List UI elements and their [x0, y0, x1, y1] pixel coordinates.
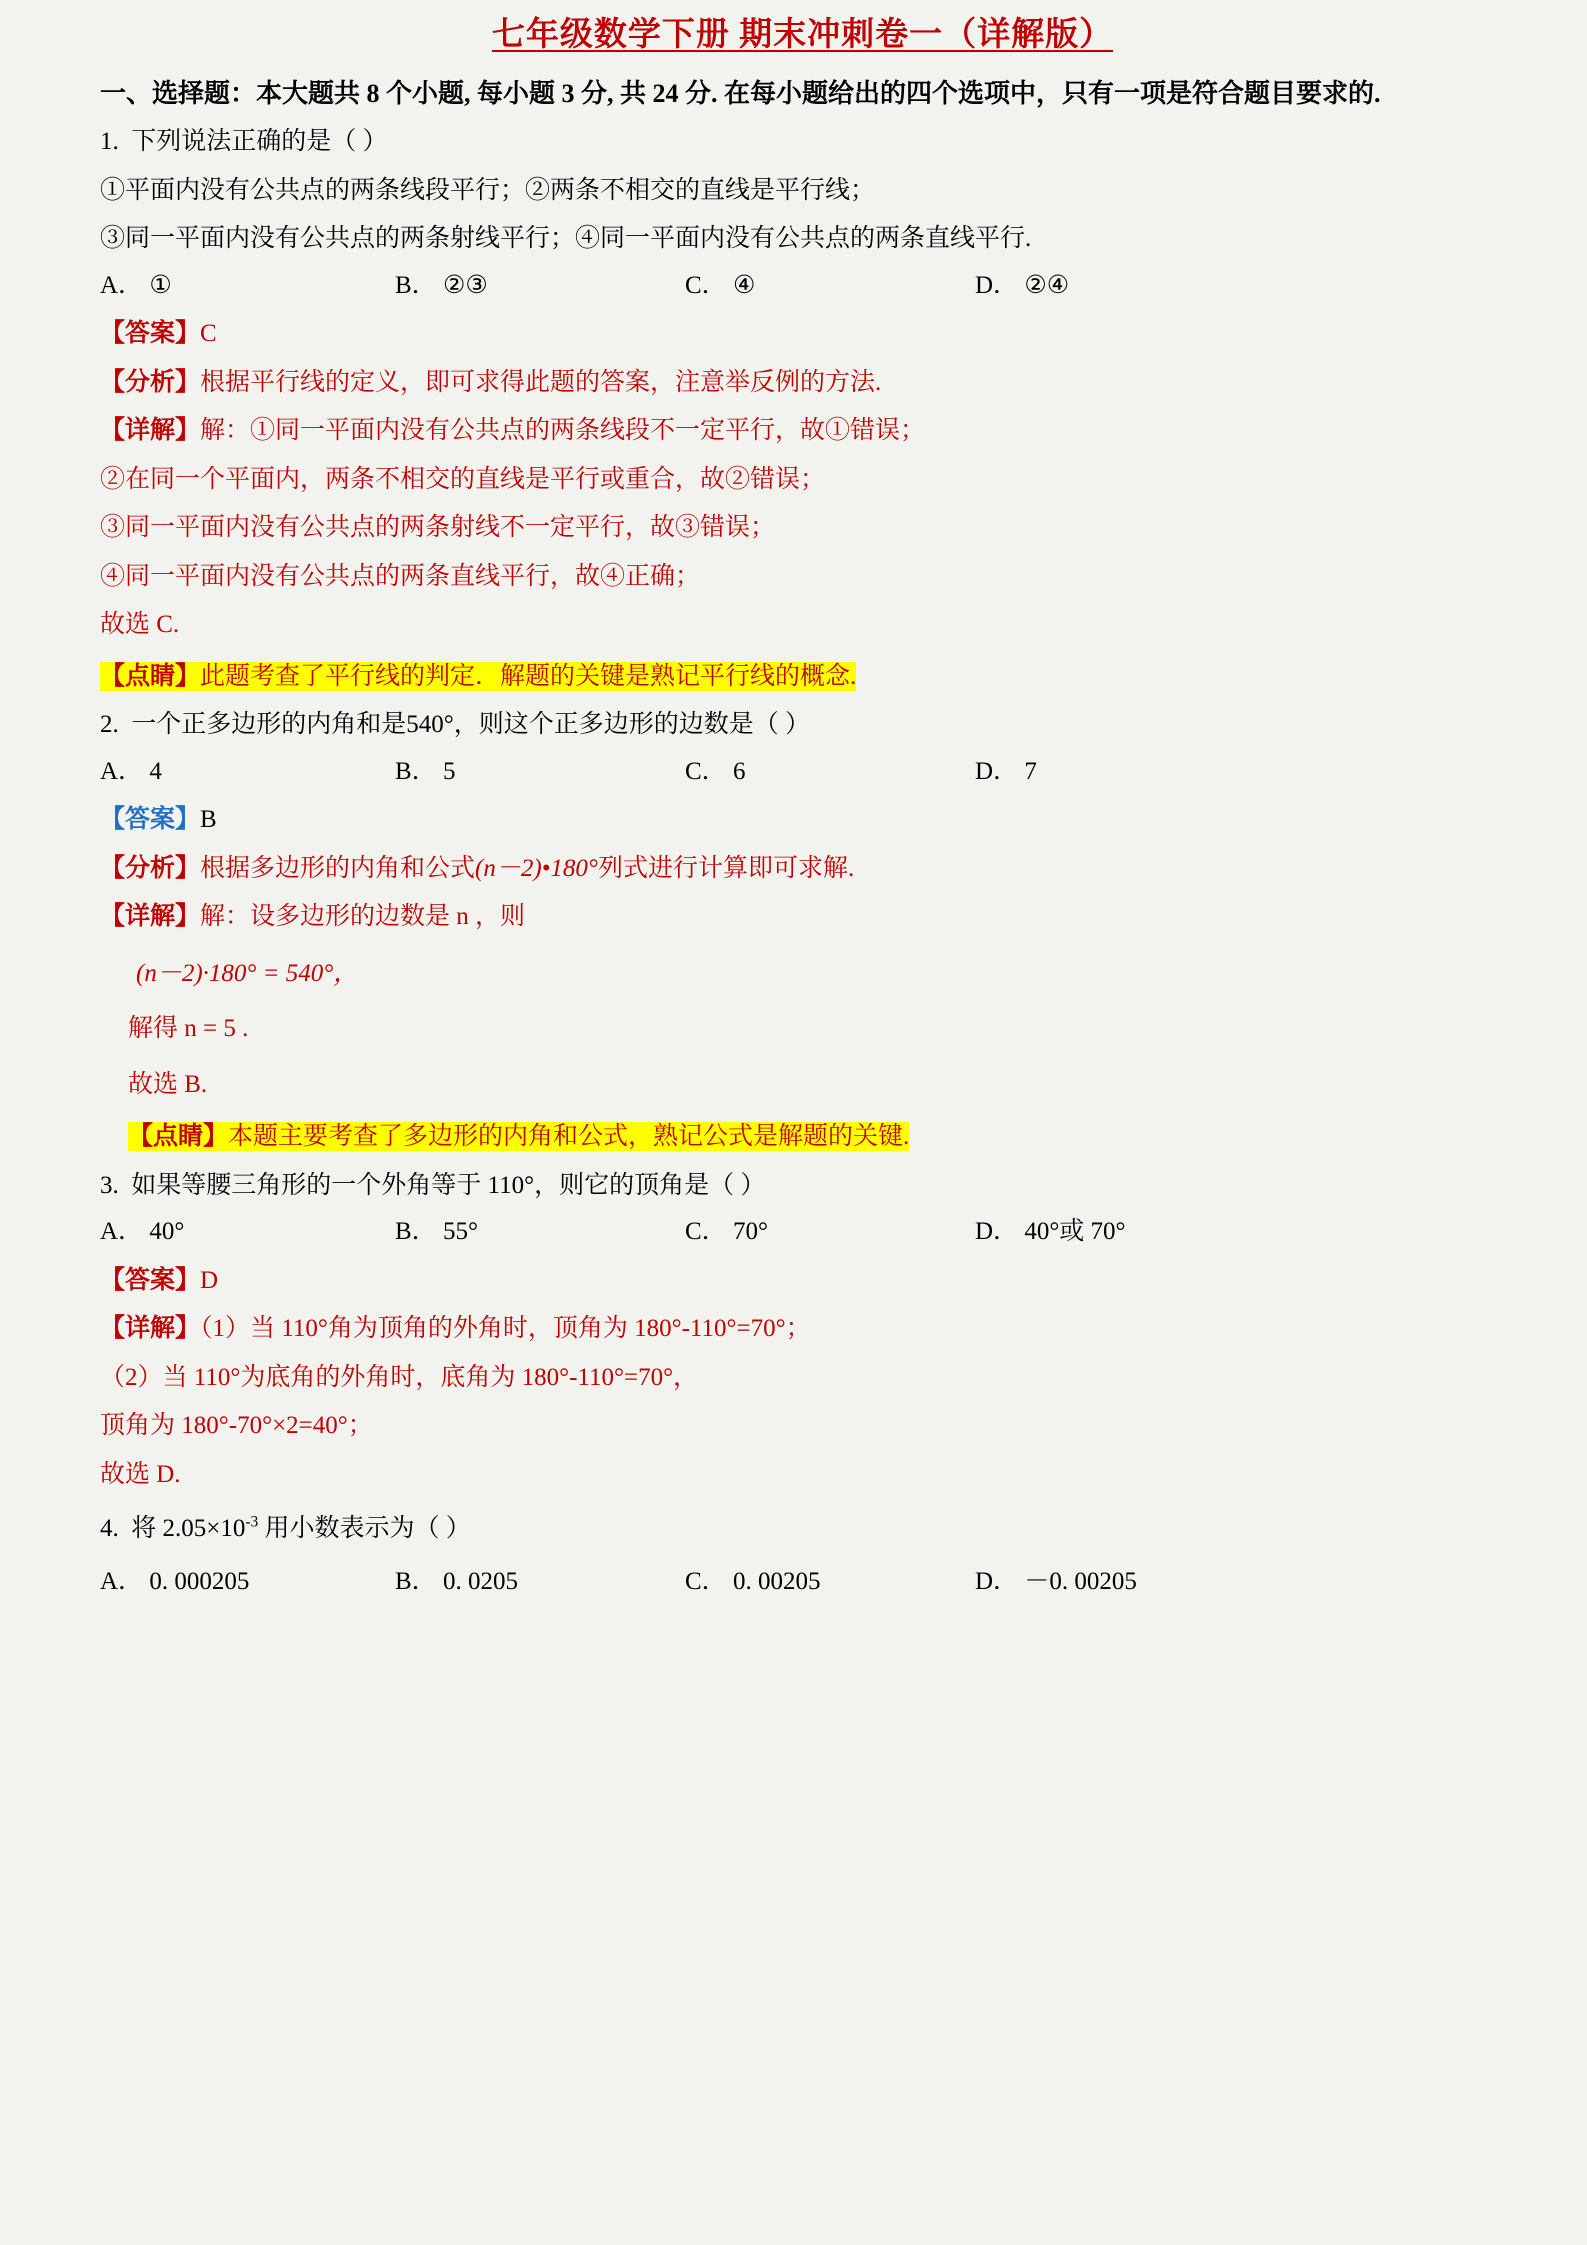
option-c[interactable]: C． 6 — [685, 757, 746, 785]
keypoint-line — [100, 654, 1505, 700]
detail-line: 顶角为 180°-70°×2=40°； — [100, 1412, 373, 1440]
detail-text: 解：①同一平面内没有公共点的两条线段不一定平行，故①错误； — [200, 417, 926, 445]
detail-conclusion: 故选 B. — [128, 1070, 208, 1098]
question-number: 2. — [100, 711, 119, 739]
option-a[interactable]: A． 40° — [100, 1218, 185, 1246]
question-number: 3. — [100, 1171, 119, 1199]
answer-value: D — [200, 1266, 219, 1294]
answer-value: C — [200, 320, 217, 348]
detail-label: 【详解】 — [100, 1315, 201, 1343]
option-row — [100, 1560, 1505, 1605]
option-b[interactable]: B． ②③ — [395, 271, 488, 299]
option-row — [100, 1210, 1505, 1255]
analysis-line — [100, 846, 1505, 892]
detail-text: （1）当 110°角为顶角的外角时，顶角为 180°-110°=70°； — [200, 1315, 811, 1343]
option-row — [100, 750, 1505, 795]
detail-line: ③同一平面内没有公共点的两条射线不一定平行，故③错误； — [100, 514, 776, 542]
question-exponent: -3 — [245, 1514, 259, 1532]
answer-label: 【答案】 — [100, 1266, 201, 1294]
option-c[interactable]: C． ④ — [685, 271, 756, 299]
analysis-line — [100, 360, 1505, 406]
option-row — [100, 264, 1505, 309]
question-text: 下列说法正确的是（ ） — [131, 128, 388, 156]
question-stem — [100, 120, 1505, 165]
question-stem — [100, 703, 1505, 748]
detail-line — [100, 408, 1505, 454]
detail-text: 解：设多边形的边数是 n ，则 — [200, 903, 526, 931]
detail-line — [100, 894, 1505, 940]
section-heading: 一、选择题：本大题共 8 个小题, 每小题 3 分, 共 24 分. 在每小题给出的四个选项中，只有一项是符合题目要求的. — [100, 78, 1381, 108]
option-b[interactable]: B． 5 — [395, 757, 456, 785]
page-title — [100, 14, 1505, 57]
question-text-post: 用小数表示为（ ） — [258, 1515, 471, 1543]
question-text-pre: 将 2.05×10 — [131, 1515, 246, 1543]
formula-line-2: 解得 n = 5 . — [128, 1015, 249, 1043]
question-stem — [100, 1507, 1505, 1552]
option-b[interactable]: B． 0. 0205 — [395, 1567, 518, 1595]
detail-line: ④同一平面内没有公共点的两条直线平行，故④正确； — [100, 562, 701, 590]
question-text: 如果等腰三角形的一个外角等于 110°，则它的顶角是（ ） — [131, 1171, 766, 1199]
keypoint-label: 【点睛】 — [100, 662, 201, 690]
detail-label: 【详解】 — [100, 903, 201, 931]
keypoint-text: 此题考查了平行线的判定．解题的关键是熟记平行线的概念. — [200, 662, 857, 690]
analysis-text: 根据平行线的定义，即可求得此题的答案，注意举反例的方法. — [200, 368, 882, 396]
option-c[interactable]: C． 0. 00205 — [685, 1567, 821, 1595]
option-d[interactable]: D． 7 — [975, 757, 1037, 785]
question-number: 4. — [100, 1515, 119, 1543]
page-title-text: 七年级数学下册 期末冲刺卷一（详解版） — [491, 17, 1114, 53]
answer-line — [100, 797, 1505, 843]
analysis-label: 【分析】 — [100, 368, 201, 396]
answer-label: 【答案】 — [100, 806, 201, 834]
analysis-text-post: 列式进行计算即可求解. — [597, 854, 855, 882]
option-a[interactable]: A． 0. 000205 — [100, 1567, 250, 1595]
answer-label: 【答案】 — [100, 320, 201, 348]
option-d[interactable]: D． －0. 00205 — [975, 1567, 1137, 1595]
question-stem — [100, 1164, 1505, 1209]
analysis-text-pre: 根据多边形的内角和公式 — [200, 854, 476, 882]
keypoint-line — [100, 1114, 1505, 1160]
option-c[interactable]: C． 70° — [685, 1218, 768, 1246]
detail-line: ②在同一个平面内，两条不相交的直线是平行或重合，故②错误； — [100, 465, 826, 493]
detail-line: （2）当 110°为底角的外角时，底角为 180°-110°=70°， — [100, 1363, 699, 1391]
detail-conclusion: 故选 D. — [100, 1460, 181, 1488]
detail-line — [100, 1306, 1505, 1352]
detail-conclusion: 故选 C. — [100, 611, 180, 639]
formula-line-1: (n－2)·180° = 540°， — [136, 959, 359, 987]
question-subline: ③同一平面内没有公共点的两条射线平行；④同一平面内没有公共点的两条直线平行. — [100, 225, 1032, 253]
question-subline: ①平面内没有公共点的两条线段平行；②两条不相交的直线是平行线； — [100, 176, 876, 204]
analysis-formula: (n－2)•180° — [475, 854, 598, 882]
option-a[interactable]: A． ① — [100, 271, 172, 299]
keypoint-text: 本题主要考查了多边形的内角和公式，熟记公式是解题的关键. — [228, 1123, 910, 1151]
question-text: 一个正多边形的内角和是540°，则这个正多边形的边数是（ ） — [131, 711, 810, 739]
answer-line — [100, 1258, 1505, 1304]
keypoint-label: 【点睛】 — [128, 1123, 229, 1151]
answer-line — [100, 311, 1505, 357]
answer-value: B — [200, 806, 217, 834]
analysis-label: 【分析】 — [100, 854, 201, 882]
option-d[interactable]: D． ②④ — [975, 271, 1070, 299]
option-b[interactable]: B． 55° — [395, 1218, 478, 1246]
question-number: 1. — [100, 128, 119, 156]
option-d[interactable]: D． 40°或 70° — [975, 1218, 1126, 1246]
option-a[interactable]: A． 4 — [100, 757, 162, 785]
detail-label: 【详解】 — [100, 417, 201, 445]
